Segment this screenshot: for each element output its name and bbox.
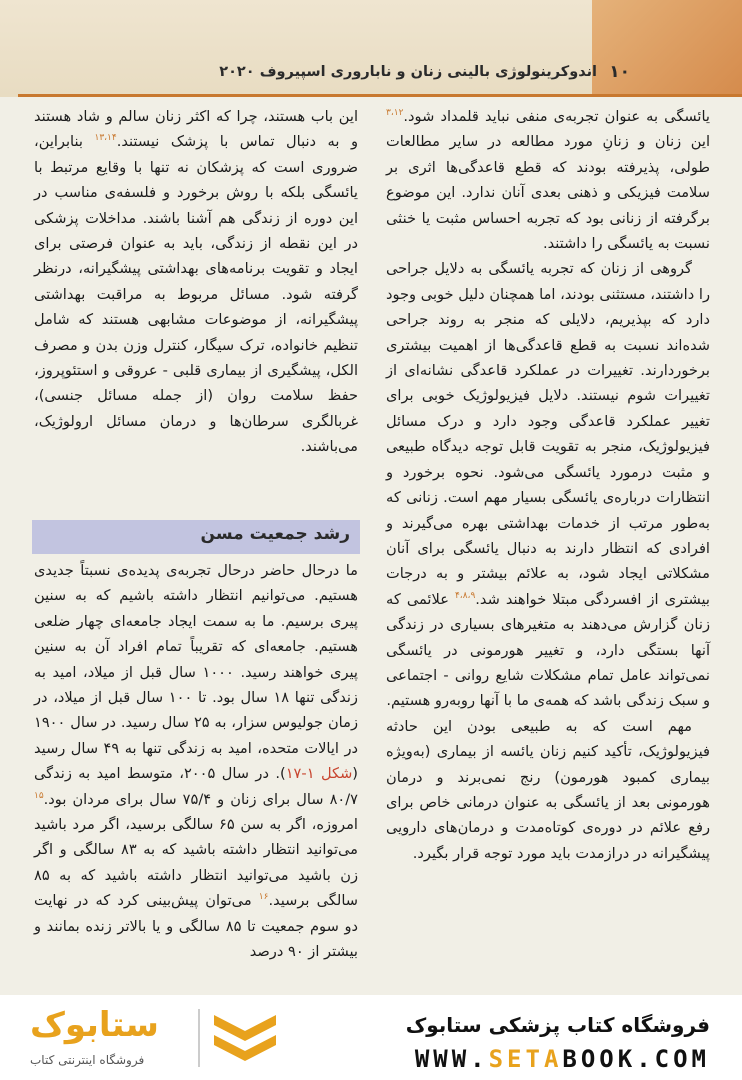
section-title: رشد جمعیت مسن [200,524,350,544]
text-run: این باب هستند، چرا که اکثر زنان سالم و شاد هستند و به دنبال تماس با پزشک نیستند. [34,108,359,151]
left-column-top [34,104,358,460]
paragraph [386,104,710,256]
url-prefix: WWW. [414,1045,489,1073]
figure-reference-link[interactable]: شکل ۱-۱۷ [285,765,353,783]
left-column-bottom [34,558,358,965]
url-accent: SETA [488,1045,563,1073]
reference-number: ۱۵ [34,790,44,801]
text-run: یائسگی به عنوان تجربه‌ی منفی نباید قلمداد شود. [403,108,710,125]
url-suffix: BOOK.COM [562,1045,710,1073]
text-run: ما درحال حاضر درحال تجربه‌ی پدیده‌ی نسبتاً جدیدی هستیم. می‌توانیم انتظار داشته باشیم که به سنین پیری برسیم. ما به سمت ایجاد جامعه‌ای چهار ضلعی هستیم. جامعه‌ای که تقریباً تمام افراد آن به سنین پیری خواهند رسید. ۱۰۰۰ سال قبل از میلاد، امید به زندگی تنها ۱۸ سال بود. تا ۱۰۰ سال قبل از میلاد، در زمان جولیوس سزار، به ۲۵ سال رسید. در سال ۱۹۰۰ در ایالات متحده، امید به زندگی تنها به ۴۹ سال رسید ( [34,562,358,783]
text-run: بنابراین، ضروری است که پزشکان نه تنها با وقایع مرتبط با یائسگی بلکه با روش برخورد و فلسفه‌ی مناسب در این دوره از زندگی هم آشنا باشند. مداخلات پزشکی در این نقطه از زندگی، باید به عنوان فرصتی برای ایجاد و تقویت برنامه‌های بهداشتی پیشگیرانه، درنظر گرفته شود. مسائل مربوط به مراقبت بهداشتی پیشگیرانه، از موضوعات مشابهی هستند که شامل تنظیم خانواده، ترک سیگار، کنترل وزن بدن و مصرف الکل، پیشگیری از بیماری قلبی - عروقی و استئوپروز، حفظ سلامت روان (از جمله مسائل جنسی)، غربالگری سرطان‌ها و درمان مسائل ارولوژیک، می‌باشند. [34,133,358,456]
text-run: می‌توان پیش‌بینی کرد که در نهایت دو سوم جمعیت تا ۸۵ سالگی و یا بالاتر زنده بمانند و بیشتر از ۹۰ درصد [34,892,358,961]
logo-divider [198,1009,200,1067]
store-name: فروشگاه کتاب پزشکی ستابوک [405,1013,710,1037]
text-run: ). در سال ۲۰۰۵، متوسط امید به زندگی ۸۰/۷ سال برای زنان و ۷۵/۴ سال برای مردان بود. [34,765,358,808]
paragraph [34,104,358,460]
store-url[interactable] [415,1045,710,1073]
page-header [0,0,742,97]
reference-number: ۱۳،۱۴ [94,133,117,144]
paragraph [386,256,710,713]
chevron-logo-icon [210,1009,280,1069]
book-title: اندوکرینولوژی بالینی زنان و ناباروری اسپیروف ۲۰۲۰ [219,64,597,80]
reference-number: ۱۶ [258,892,269,903]
reference-number: ۳،۱۲ [386,108,404,119]
right-column [386,104,710,866]
paragraph [34,558,358,965]
logo-wordmark: ستابوک [30,1005,159,1045]
text-run: این زنان و زنانِ مورد مطالعه در سایر مطالعات طولی، پذیرفته بودند که قطع قاعدگی‌ها اثری بر سلامت فیزیکی و ذهنی بعدی آنان ندارد. این موضوع برگرفته از زنانی بود که تجربه احساس مثبت یا خنثی نسبت به یائسگی را داشتند. [386,133,710,253]
page-number: ۱۰ [609,62,630,82]
header-rule [18,94,742,97]
store-footer [0,995,742,1080]
header-accent-block [592,0,742,97]
section-heading-box [32,520,360,554]
paragraph: مهم است که به طبیعی بودن این حادثه فیزیولوژیک، تأکید کنیم زنان یائسه از بیماری (به‌ویژه بیماری کمبود هورمون) رنج نمی‌برند و درمان هورمونی بعد از یائسگی به عنوان درمانی خاص برای رفع علائم در دوره‌ی کوتاه‌مدت و درمان‌های دارویی پیشگیرانه در درازمدت باید مورد توجه قرار بگیرد. [386,717,710,862]
text-run: امروزه، اگر به سن ۶۵ سالگی برسید، اگر مرد باشید می‌توانید انتظار داشته باشید که به ۸۳ سالگی و اگر زن باشید می‌توانید انتظار داشته باشید که به ۸۵ سالگی برسید. [34,816,358,910]
text-run: علائمی که زنان گزارش می‌دهند به متغیرهای بسیاری در زندگی آنها بستگی دارد، و تغییر هورمونی در یائسگی نمی‌تواند عامل تمام مشکلات شایع روانی - اجتماعی و سبک زندگی باشد که همه‌ی ما با آنها روبه‌رو هستیم. [386,590,710,710]
reference-number: ۴،۸،۹ [454,590,476,601]
text-run: گروهی از زنان که تجربه یائسگی به دلایل جراحی را داشتند، مستثنی بودند، اما همچنان دلیل خوبی وجود دارد که بپذیریم، دلایلی که منجر به روند جراحی شده‌اند نسبت به قطع قاعدگی‌ها از اهمیت بیشتری برخوردارند. تغییرات در عملکرد قاعدگی نشانه‌ای از تغییرات شوم نیستند. دلایل فیزیولوژیک خوبی برای تغییر عملکرد قاعدگی وجود دارد و درک مسائل فیزیولوژیک، منجر به تقویت قابل توجه دیدگاه طبیعی و مثبت درمورد یائسگی می‌شود. نحوه برخورد و انتظارات درباره‌ی یائسگی بسیار مهم است. زنانی که به‌طور مرتب از خدمات بهداشتی بهره می‌گیرند و افرادی که انتظار دارند به دنبال یائسگی برای آنان مشکلاتی ایجاد شود، به علائم بیشتر و به درجات بیشتری از افسردگی مبتلا خواهند شد. [386,260,710,608]
logo-tagline: فروشگاه اینترنتی کتاب [30,1053,145,1067]
